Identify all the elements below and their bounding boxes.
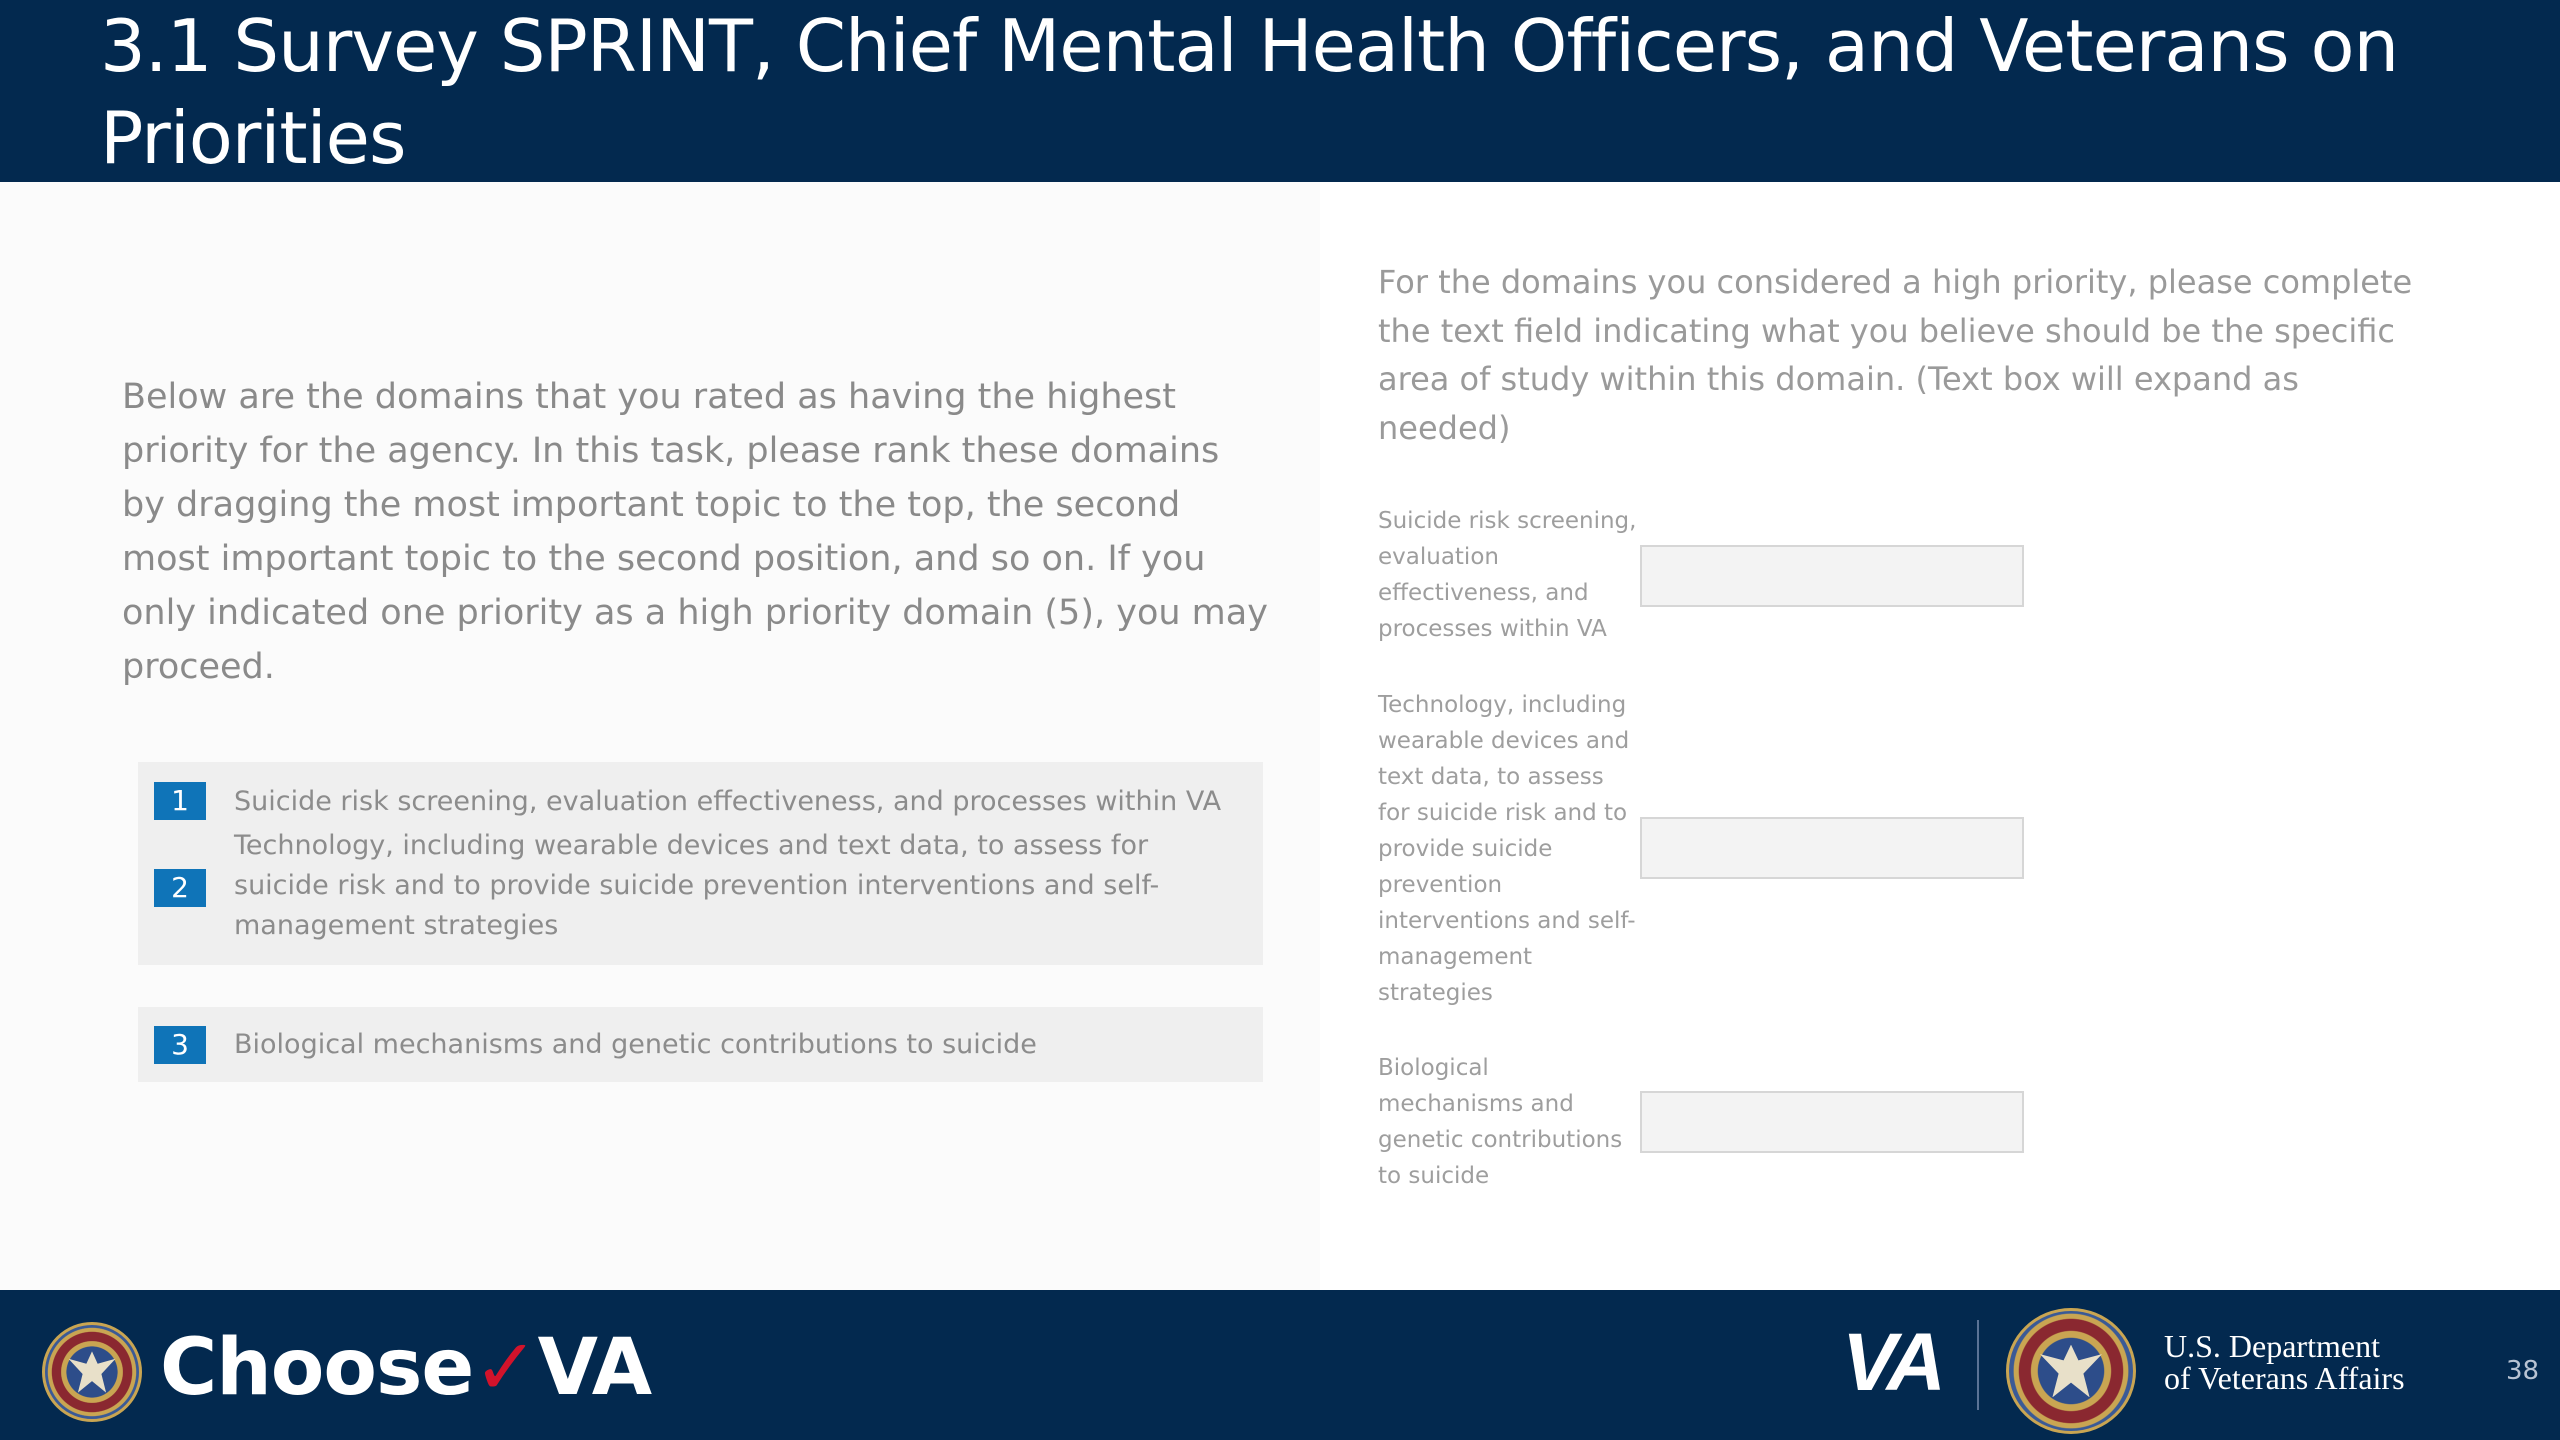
department-line-2: of Veterans Affairs <box>2164 1360 2405 1396</box>
choose-va-logo <box>160 1318 651 1418</box>
rank-number-badge: 2 <box>154 869 206 907</box>
rank-item-label: Technology, including wearable devices and text data, to assess for suicide risk and to provide suicide prevention interventions and self-management strategies <box>234 830 1160 941</box>
study-area-input[interactable] <box>1640 1091 2024 1153</box>
footer-divider <box>1977 1320 1979 1410</box>
rank-item[interactable] <box>138 820 1263 965</box>
study-area-input[interactable] <box>1640 817 2024 879</box>
va-seal-icon <box>42 1322 142 1422</box>
study-area-input[interactable] <box>1640 545 2024 607</box>
rank-item-label: Suicide risk screening, evaluation effectiveness, and processes within VA <box>234 786 1222 817</box>
slide-header <box>0 0 2560 182</box>
field-label: Suicide risk screening, evaluation effectiveness, and processes within VA <box>1378 508 1637 642</box>
field-label: Biological mechanisms and genetic contributions to suicide <box>1378 1055 1623 1189</box>
rank-item-label: Biological mechanisms and genetic contributions to suicide <box>234 1029 1037 1060</box>
slide-title: 3.1 Survey SPRINT, Chief Mental Health Officers, and Veterans on Priorities <box>100 4 2399 180</box>
rank-item[interactable] <box>138 1007 1263 1082</box>
text-field-instructions: For the domains you considered a high priority, please complete the text field indicating what you believe should be the specific area of study within this domain. (Text box will expand as needed) <box>1378 263 2413 447</box>
choose-va-text: VA <box>537 1323 652 1413</box>
choose-text: Choose <box>160 1323 474 1413</box>
rank-number-badge: 1 <box>154 782 206 820</box>
field-label: Technology, including wearable devices and text data, to assess for suicide risk and to provide suicide prevention interventions and self-management strategies <box>1378 692 1636 1006</box>
checkmark-icon: ✓ <box>473 1323 538 1413</box>
page-number: 38 <box>2506 1356 2540 1386</box>
department-seal-icon <box>2006 1308 2136 1434</box>
rank-item[interactable] <box>138 762 1263 820</box>
ranking-instructions: Below are the domains that you rated as having the highest priority for the agency. In this task, please rank these domains by dragging the most important topic to the top, the second most important topic to the second position, and so on. If you only indicated one priority as a high priority domain (5), you may proceed. <box>122 377 1268 687</box>
rank-number-badge: 3 <box>154 1026 206 1064</box>
department-line-1: U.S. Department <box>2164 1328 2380 1364</box>
department-name <box>2164 1330 2405 1394</box>
va-logo: VA <box>1842 1317 1942 1408</box>
left-panel-background <box>0 182 1320 1290</box>
